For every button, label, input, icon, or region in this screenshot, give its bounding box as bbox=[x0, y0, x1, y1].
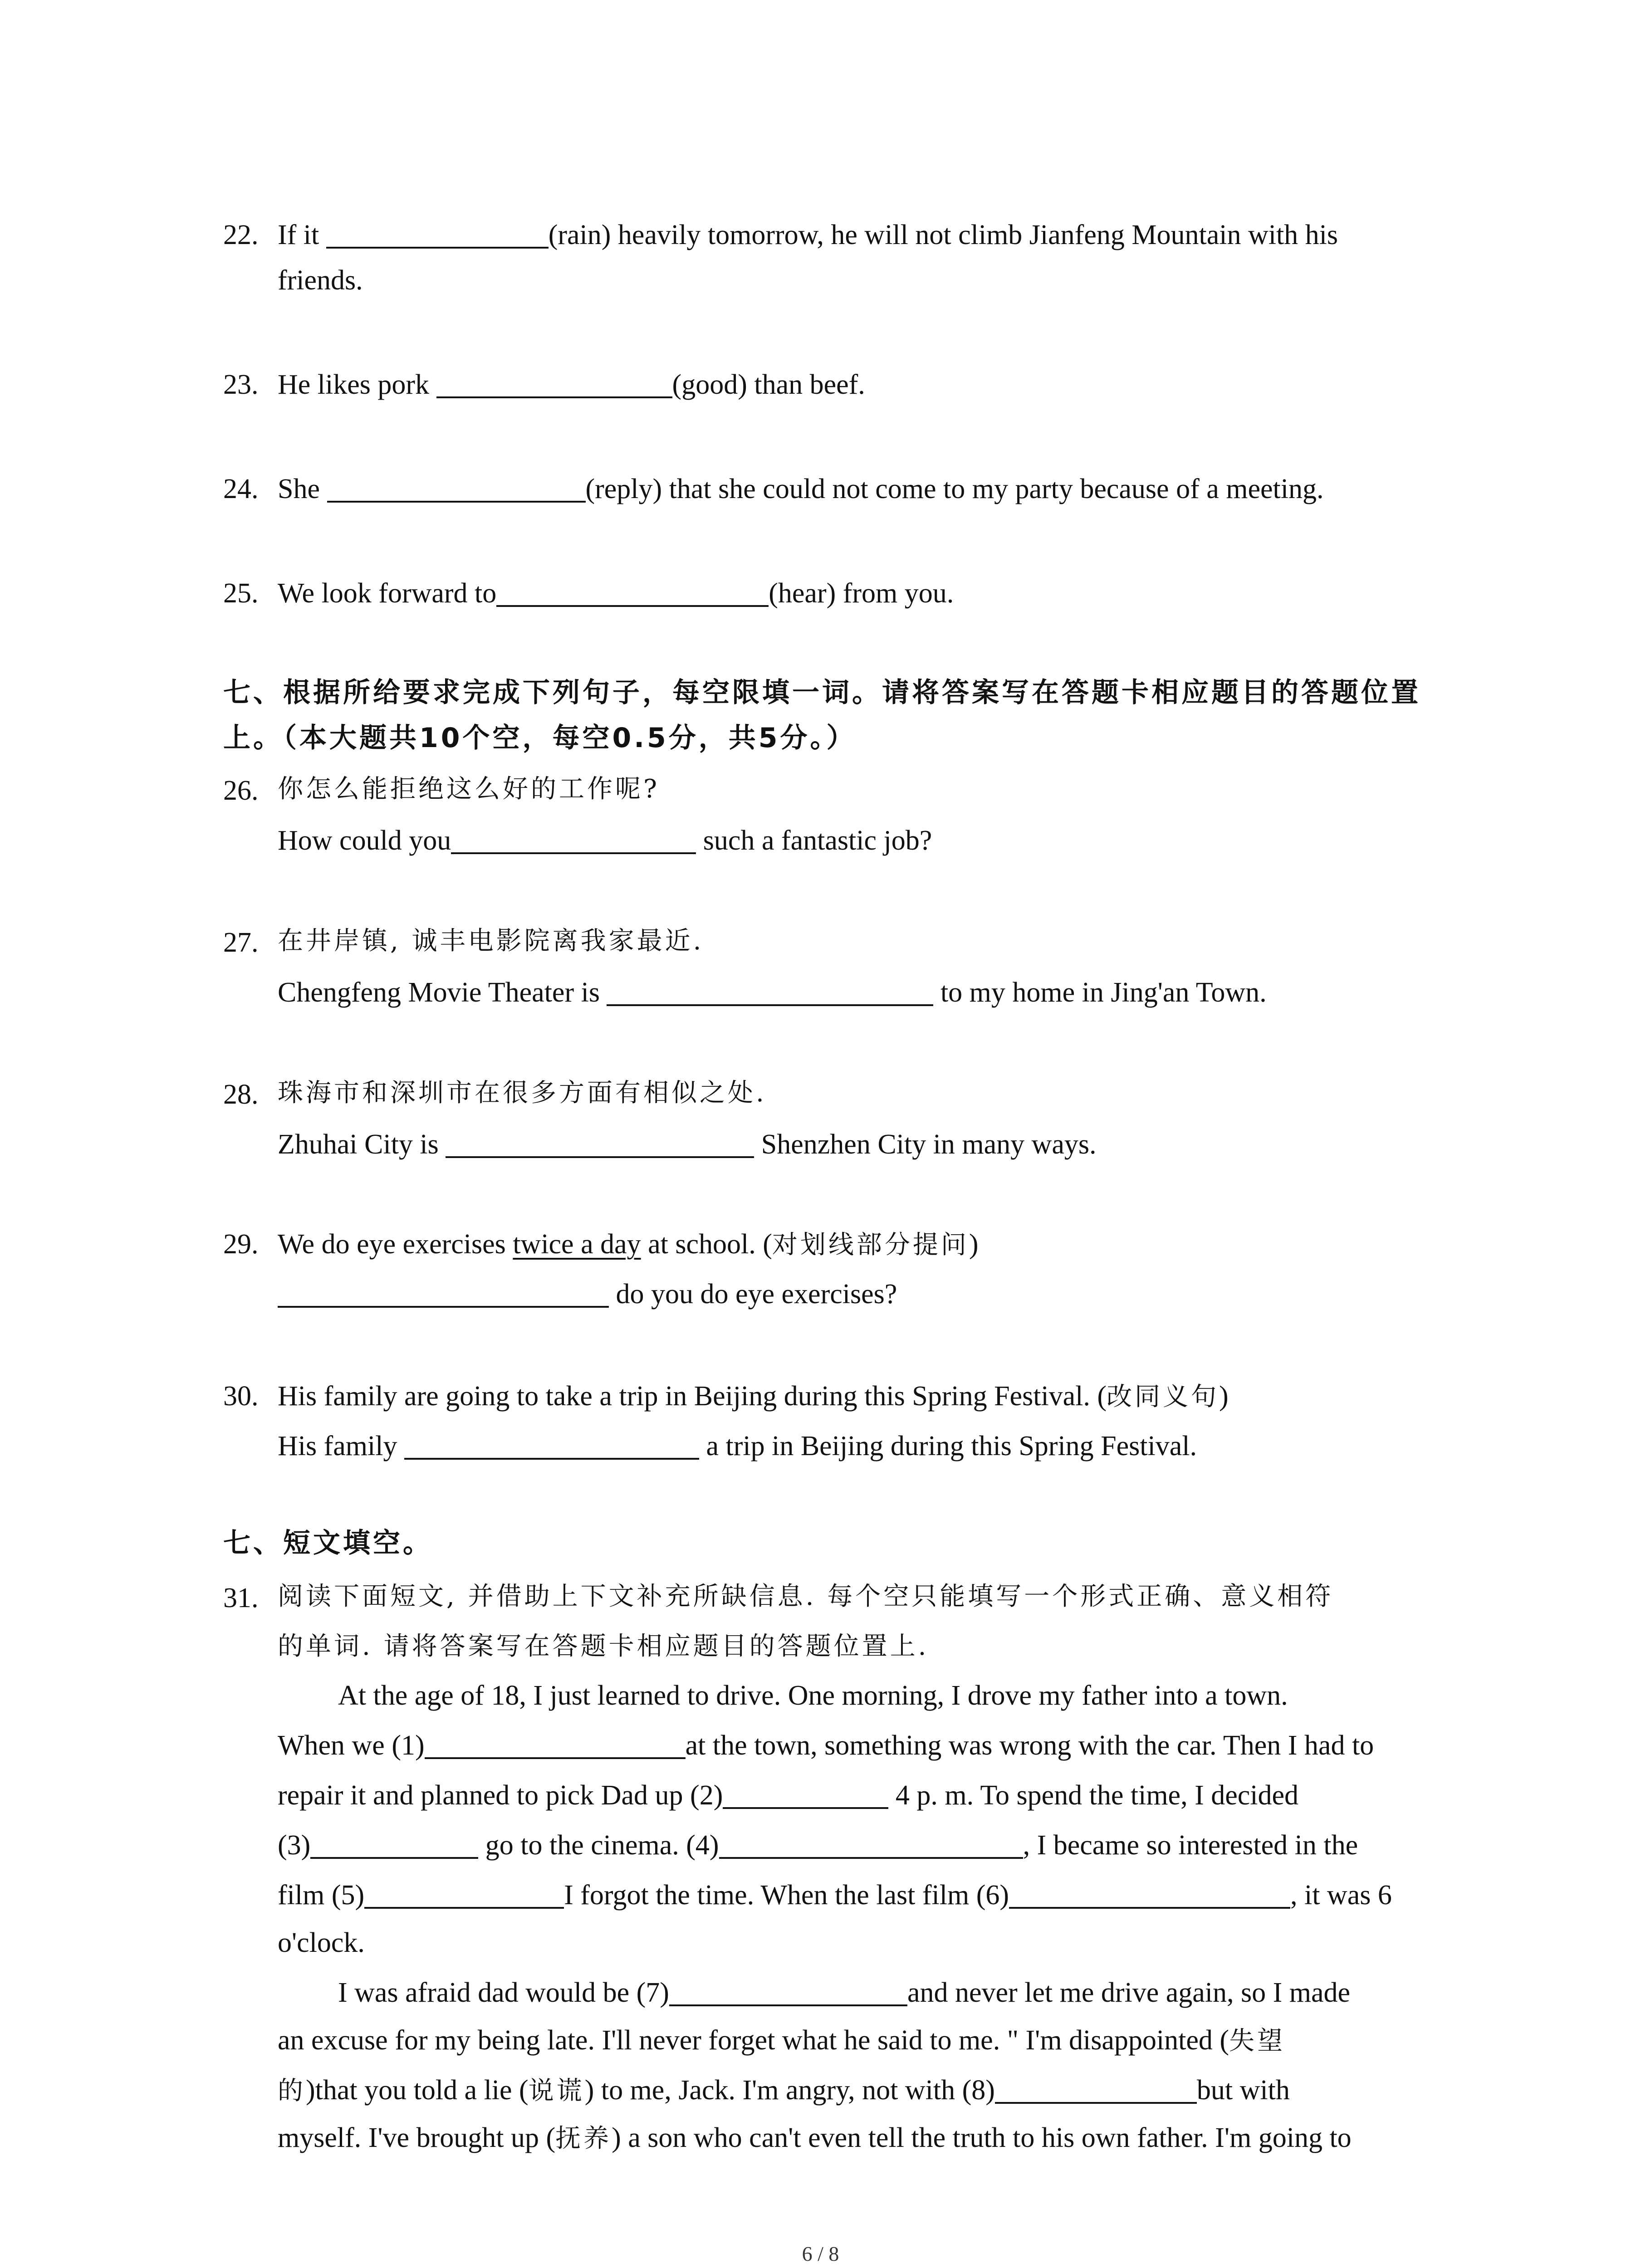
answer-blank[interactable] bbox=[436, 368, 672, 398]
question-30-answer: His family a trip in Beijing during this Spring Festival. bbox=[278, 1429, 1197, 1464]
question-26-chinese: 你怎么能拒绝这么好的工作呢? bbox=[278, 774, 660, 804]
question-22-cont: friends. bbox=[278, 265, 363, 296]
passage-line: (3) go to the cinema. (4) , I became so interested in the bbox=[278, 1828, 1358, 1863]
question-number: 31. bbox=[223, 1583, 259, 1613]
question-22: If it (rain) heavily tomorrow, he will not climb Jianfeng Mountain with his bbox=[278, 218, 1338, 253]
question-24: She (reply) that she could not come to my party because of a meeting. bbox=[278, 472, 1323, 507]
question-29: We do eye exercises twice a day at school. (对划线部分提问) bbox=[278, 1229, 979, 1260]
question-number: 23. bbox=[223, 369, 259, 400]
section-heading: 七、根据所给要求完成下列句子，每空限填一词。请将答案写在答题卡相应题目的答题位置 bbox=[223, 677, 1421, 709]
passage-line: 的)that you told a lie (说谎) to me, Jack. I'm angry, not with (8) but with bbox=[278, 2073, 1290, 2108]
passage-line: repair it and planned to pick Dad up (2) 4 p. m. To spend the time, I decided bbox=[278, 1778, 1298, 1813]
answer-blank[interactable] bbox=[327, 473, 586, 503]
answer-blank[interactable] bbox=[451, 824, 696, 854]
question-26: How could you such a fantastic job? bbox=[278, 823, 932, 859]
question-number: 27. bbox=[223, 927, 259, 958]
passage-line: o'clock. bbox=[278, 1927, 365, 1958]
question-30: His family are going to take a trip in Beijing during this Spring Festival. (改同义句) bbox=[278, 1381, 1229, 1412]
answer-blank[interactable] bbox=[404, 1430, 699, 1460]
passage-line: At the age of 18, I just learned to drive. One morning, I drove my father into a town. bbox=[338, 1680, 1288, 1711]
question-25: We look forward to (hear) from you. bbox=[278, 576, 954, 611]
answer-blank-4[interactable] bbox=[719, 1829, 1023, 1859]
answer-blank-3[interactable] bbox=[310, 1829, 478, 1859]
answer-blank[interactable] bbox=[326, 219, 549, 249]
question-23: He likes pork (good) than beef. bbox=[278, 367, 865, 403]
page-number: 6 / 8 bbox=[802, 2242, 839, 2265]
question-number: 25. bbox=[223, 578, 259, 609]
cloze-instruction: 阅读下面短文, 并借助上下文补充所缺信息. 每个空只能填写一个形式正确、意义相符 bbox=[278, 1582, 1334, 1611]
answer-blank-5[interactable] bbox=[364, 1879, 564, 1909]
answer-blank-6[interactable] bbox=[1009, 1879, 1290, 1909]
answer-blank-8[interactable] bbox=[995, 2074, 1197, 2104]
answer-blank-1[interactable] bbox=[425, 1729, 686, 1759]
cloze-instruction-cont: 的单词. 请将答案写在答题卡相应题目的答题位置上. bbox=[278, 1632, 929, 1661]
question-28-chinese: 珠海市和深圳市在很多方面有相似之处. bbox=[278, 1078, 767, 1108]
answer-blank[interactable] bbox=[446, 1128, 754, 1158]
question-28: Zhuhai City is Shenzhen City in many ways. bbox=[278, 1127, 1097, 1163]
question-27: Chengfeng Movie Theater is to my home in Jing'an Town. bbox=[278, 975, 1267, 1011]
question-number: 26. bbox=[223, 775, 259, 806]
passage-line: film (5) I forgot the time. When the last film (6) , it was 6 bbox=[278, 1878, 1392, 1913]
question-number: 28. bbox=[223, 1079, 259, 1110]
passage-line: When we (1) at the town, something was wrong with the car. Then I had to bbox=[278, 1728, 1374, 1764]
section-heading-cloze: 七、短文填空。 bbox=[223, 1527, 433, 1559]
question-29-answer: do you do eye exercises? bbox=[278, 1277, 897, 1312]
answer-blank[interactable] bbox=[607, 976, 933, 1006]
answer-blank[interactable] bbox=[278, 1278, 609, 1308]
question-number: 30. bbox=[223, 1381, 259, 1412]
underlined-phrase: twice a day bbox=[513, 1229, 641, 1260]
question-number: 22. bbox=[223, 220, 259, 250]
section-heading-cont: 上。（本大题共10个空，每空0.5分，共5分。） bbox=[223, 722, 857, 754]
answer-blank-7[interactable] bbox=[669, 1976, 907, 2006]
answer-blank-2[interactable] bbox=[723, 1779, 888, 1809]
question-27-chinese: 在井岸镇, 诚丰电影院离我家最近. bbox=[278, 926, 704, 956]
question-number: 29. bbox=[223, 1229, 259, 1260]
answer-blank[interactable] bbox=[496, 577, 769, 607]
passage-line: myself. I've brought up (抚养) a son who can't even tell the truth to his own father. I'm going to bbox=[278, 2122, 1352, 2153]
question-number: 24. bbox=[223, 474, 259, 504]
passage-line: an excuse for my being late. I'll never forget what he said to me. " I'm disappointed (失望 bbox=[278, 2025, 1286, 2056]
passage-line: I was afraid dad would be (7) and never let me drive again, so I made bbox=[338, 1975, 1350, 2011]
